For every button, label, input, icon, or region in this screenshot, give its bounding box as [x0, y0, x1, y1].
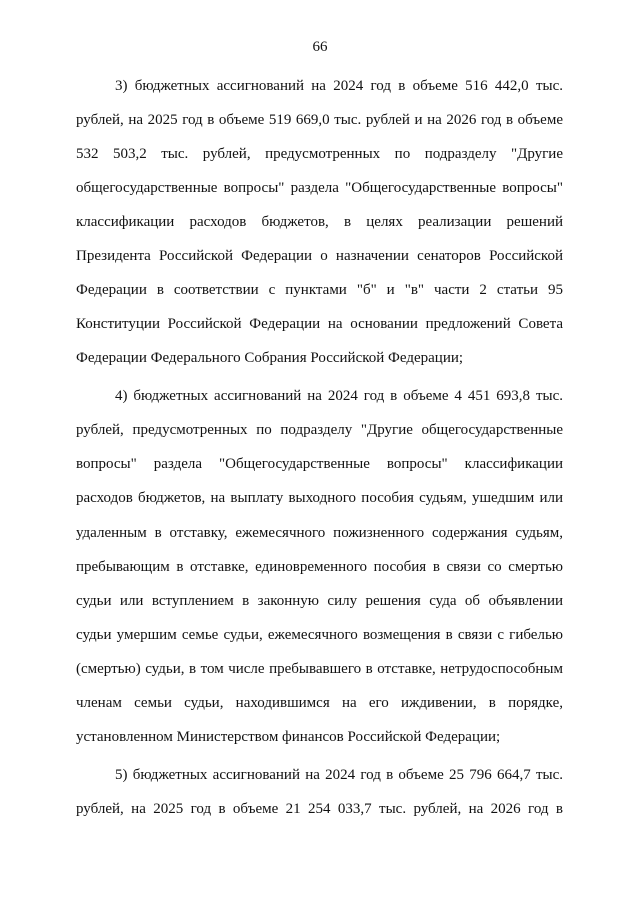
text-line: членам семьи судьи, находившимся на его иждивении, в порядке,	[76, 695, 563, 711]
text-line: Конституции Российской Федерации на основании предложений Совета	[76, 316, 563, 332]
text-line: судьи или вступлением в законную силу решения суда об объявлении	[76, 593, 563, 609]
text-line: судьи умершим семье судьи, ежемесячного возмещения в связи с гибелью	[76, 627, 563, 643]
page-number: 66	[312, 39, 328, 55]
text-line: 5) бюджетных ассигнований на 2024 год в объеме 25 796 664,7 тыс.	[115, 767, 563, 783]
text-line: Федерации в соответствии с пунктами "б" и "в" части 2 статьи 95	[76, 282, 563, 298]
text-line: классификации расходов бюджетов, в целях реализации решений	[76, 214, 563, 230]
text-line: установленном Министерством финансов Российской Федерации;	[76, 729, 501, 745]
text-line: Федерации Федерального Собрания Российской Федерации;	[76, 350, 464, 366]
text-line: рублей, на 2025 год в объеме 519 669,0 тыс. рублей и на 2026 год в объеме	[76, 112, 563, 128]
text-line: расходов бюджетов, на выплату выходного пособия судьям, ушедшим или	[76, 490, 563, 506]
text-line: 4) бюджетных ассигнований на 2024 год в объеме 4 451 693,8 тыс.	[115, 388, 563, 404]
text-line: Президента Российской Федерации о назначении сенаторов Российской	[76, 248, 563, 264]
text-line: пребывающим в отставке, единовременного пособия в связи со смертью	[76, 559, 563, 575]
text-line: рублей, на 2025 год в объеме 21 254 033,7 тыс. рублей, на 2026 год в	[76, 801, 563, 817]
text-line: рублей, предусмотренных по подразделу "Другие общегосударственные	[76, 422, 563, 438]
text-line: (смертью) судьи, в том числе пребывавшего в отставке, нетрудоспособным	[76, 661, 563, 677]
text-line: удаленным в отставку, ежемесячного пожизненного содержания судьям,	[76, 525, 563, 541]
text-line: вопросы" раздела "Общегосударственные вопросы" классификации	[76, 456, 563, 472]
text-line: общегосударственные вопросы" раздела "Общегосударственные вопросы"	[76, 180, 563, 196]
text-line: 3) бюджетных ассигнований на 2024 год в объеме 516 442,0 тыс.	[115, 78, 563, 94]
text-line: 532 503,2 тыс. рублей, предусмотренных по подразделу "Другие	[76, 146, 563, 162]
